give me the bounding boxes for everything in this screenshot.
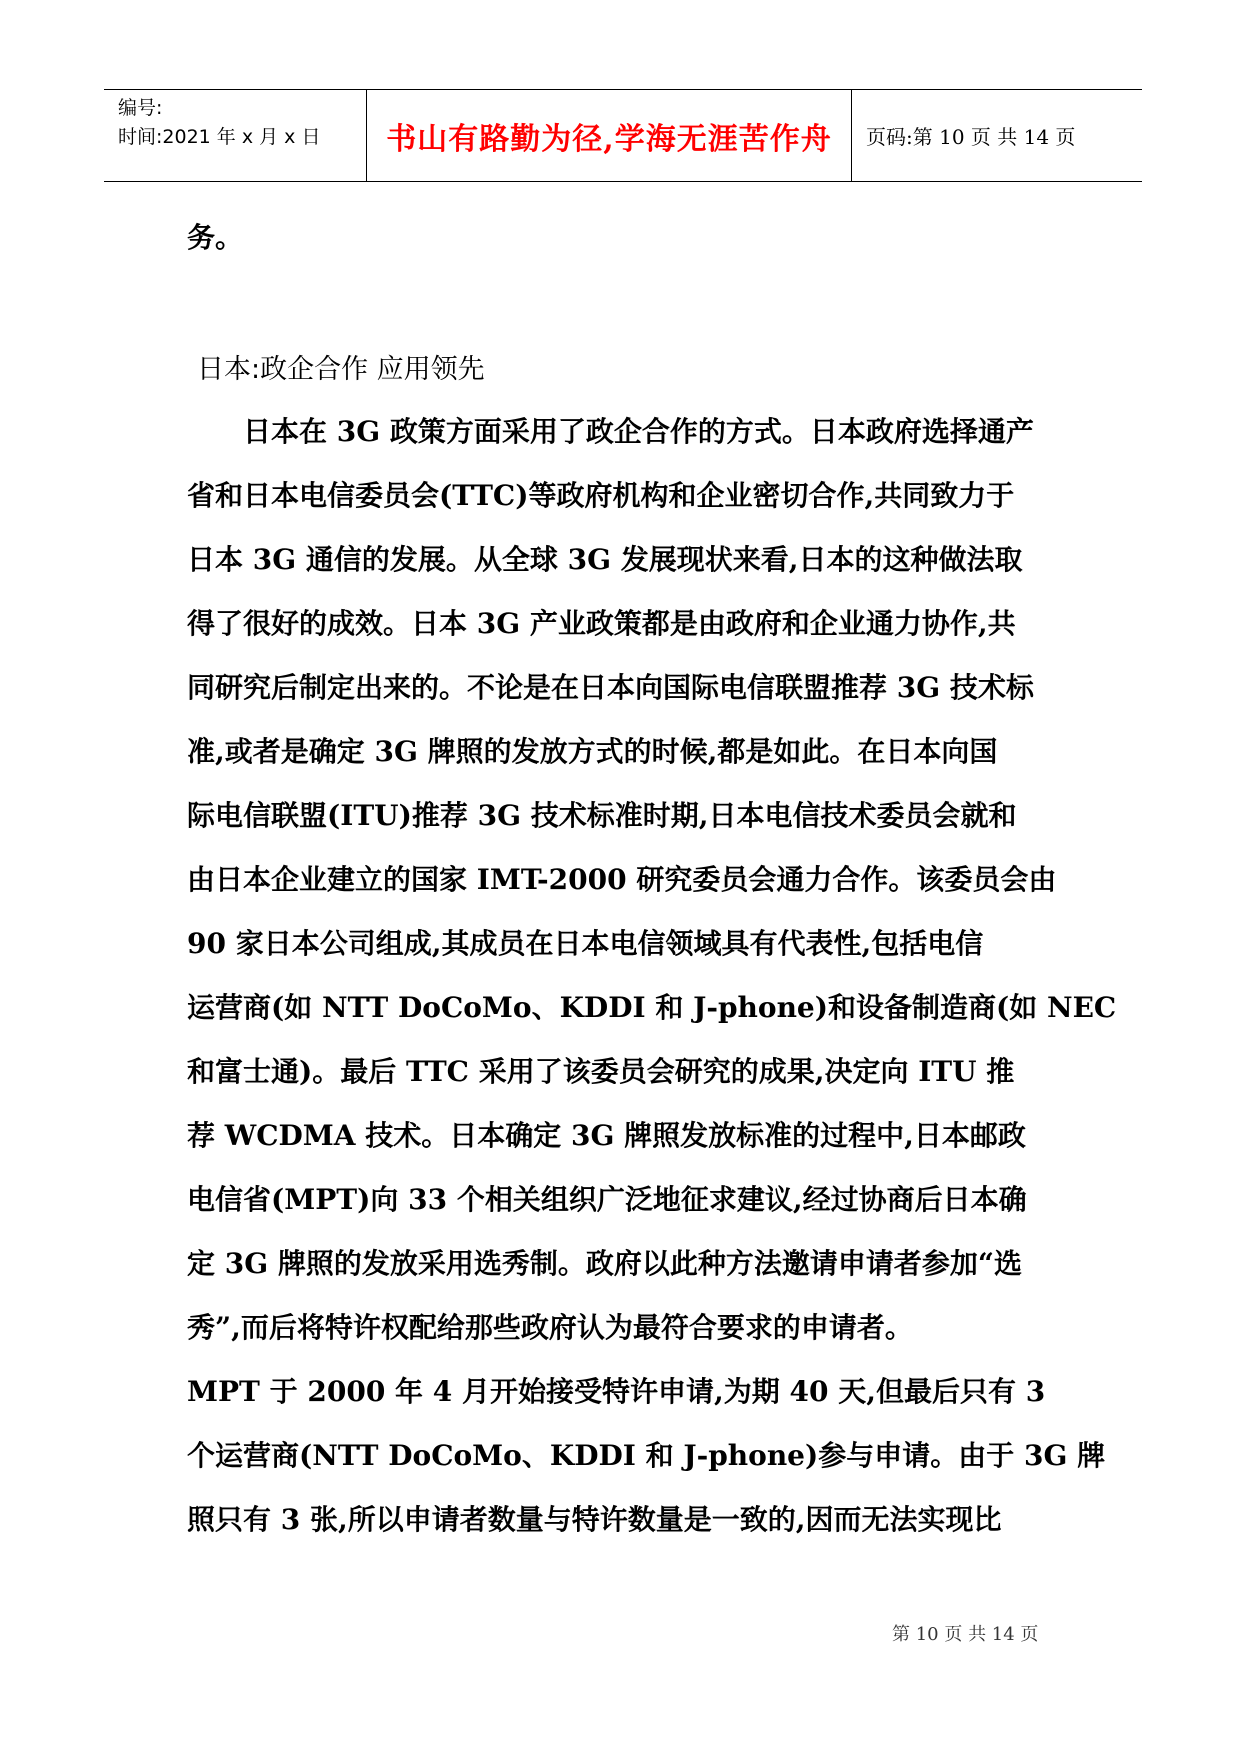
body-line: MPT 于 2000 年 4 月开始接受特许申请,为期 40 天,但最后只有 3 xyxy=(187,1375,1046,1408)
body-line: 务。 xyxy=(187,221,244,254)
body-line: 日本 3G 通信的发展。从全球 3G 发展现状来看,日本的这种做法取 xyxy=(187,543,1023,576)
document-number-label: 编号: xyxy=(118,97,163,119)
body-line: 省和日本电信委员会(TTC)等政府机构和企业密切合作,共同致力于 xyxy=(187,479,1015,512)
header-motto: 书山有路勤为径,学海无涯苦作舟 xyxy=(367,90,852,181)
document-time-label: 时间:2021 年 x 月 x 日 xyxy=(118,126,321,148)
body-line: 准,或者是确定 3G 牌照的发放方式的时候,都是如此。在日本向国 xyxy=(187,735,998,768)
body-line: 同研究后制定出来的。不论是在日本向国际电信联盟推荐 3G 技术标 xyxy=(187,671,1034,704)
section-heading: 日本:政企合作 应用领先 xyxy=(197,354,485,385)
page-footer: 第 10 页 共 14 页 xyxy=(892,1624,1039,1645)
body-line: 日本在 3G 政策方面采用了政企合作的方式。日本政府选择通产 xyxy=(243,415,1034,448)
body-line: 电信省(MPT)向 33 个相关组织广泛地征求建议,经过协商后日本确 xyxy=(187,1183,1027,1216)
body-line: 运营商(如 NTT DoCoMo、KDDI 和 J-phone)和设备制造商(如 NEC xyxy=(187,991,1117,1024)
body-line: 得了很好的成效。日本 3G 产业政策都是由政府和企业通力协作,共 xyxy=(187,607,1016,640)
page-header xyxy=(104,89,1142,182)
body-line: 个运营商(NTT DoCoMo、KDDI 和 J-phone)参与申请。由于 3G 牌 xyxy=(187,1439,1106,1472)
body-line: 由日本企业建立的国家 IMT-2000 研究委员会通力合作。该委员会由 xyxy=(187,863,1057,896)
header-meta xyxy=(104,90,367,181)
body-line: 90 家日本公司组成,其成员在日本电信领域具有代表性,包括电信 xyxy=(187,927,984,960)
body-line: 照只有 3 张,所以申请者数量与特许数量是一致的,因而无法实现比 xyxy=(187,1503,1002,1536)
body-line: 荐 WCDMA 技术。日本确定 3G 牌照发放标准的过程中,日本邮政 xyxy=(187,1119,1026,1152)
body-line: 秀”,而后将特许权配给那些政府认为最符合要求的申请者。 xyxy=(187,1311,913,1344)
body-line: 和富士通)。最后 TTC 采用了该委员会研究的成果,决定向 ITU 推 xyxy=(187,1055,1015,1088)
header-page-code: 页码:第 10 页 共 14 页 xyxy=(866,125,1076,149)
body-line: 定 3G 牌照的发放采用选秀制。政府以此种方法邀请申请者参加“选 xyxy=(187,1247,1022,1280)
body-line: 际电信联盟(ITU)推荐 3G 技术标准时期,日本电信技术委员会就和 xyxy=(187,799,1017,832)
